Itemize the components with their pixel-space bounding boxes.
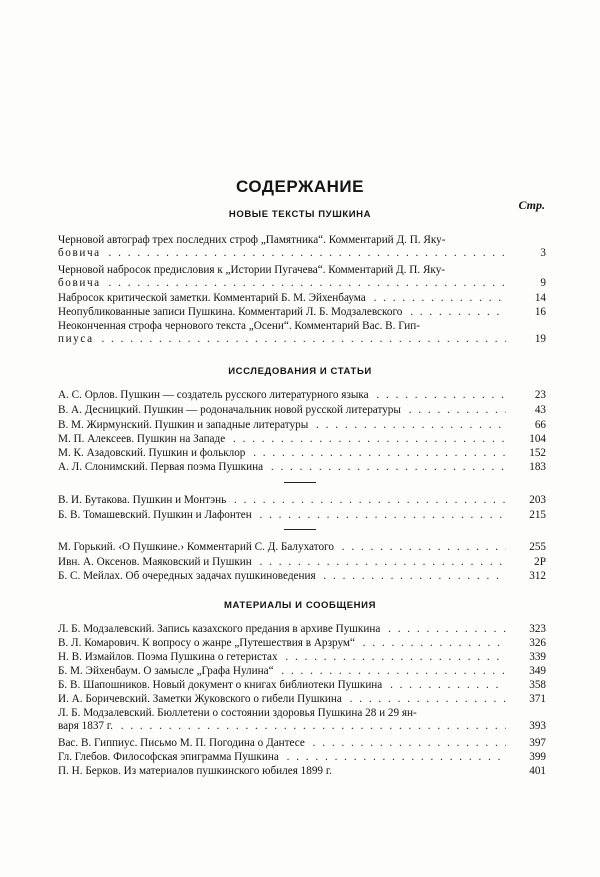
toc-entry[interactable]: Л. Б. Модзалевский. Бюллетени о состоянии здоровья Пушкина 28 и 29 ян- варя 1837 г. . . . 393 [58, 707, 546, 733]
toc-page-number: 399 [508, 751, 546, 764]
toc-page-number: 393 [508, 720, 546, 733]
toc-entry[interactable]: И. А. Боричевский. Заметки Жуковского о гибели Пушкина . . . 371 [58, 693, 546, 706]
toc-page-number: 14 [508, 292, 546, 305]
toc-entry[interactable]: Б. М. Эйхенбаум. О замысле „Графа Нулина“ . . . 349 [58, 665, 546, 678]
toc-entry[interactable]: Гл. Глебов. Философская эпиграмма Пушкина . . . 399 [58, 751, 546, 764]
toc-page-number: 19 [508, 333, 546, 346]
toc-page-number: 255 [508, 541, 546, 554]
toc-entry[interactable]: Черновой набросок предисловия к „Истории Пугачева“. Комментарий Д. П. Яку- бовича . . . 9 [58, 264, 546, 290]
toc-page-number: 183 [508, 461, 546, 474]
toc-entry[interactable]: Б. В. Шапошников. Новый документ о книгах библиотеки Пушкина . . . 358 [58, 679, 546, 692]
toc-entry[interactable]: Вас. В. Гиппиус. Письмо М. П. Погодина о Дантесе . . . 397 [58, 737, 546, 750]
toc-entry[interactable]: Л. Б. Модзалевский. Запись казахского предания в архиве Пушкина . . . 323 [58, 623, 546, 636]
toc-entry[interactable]: А. С. Орлов. Пушкин — создатель русского литературного языка . . . 23 [58, 389, 546, 402]
toc-entry[interactable]: В. М. Жирмунский. Пушкин и западные литературы . . . 66 [58, 419, 546, 432]
toc-entry[interactable]: Ивн. А. Оксенов. Маяковский и Пушкин . . . 2P [58, 556, 546, 569]
toc-page-number: 23 [508, 389, 546, 402]
toc-page-number: 215 [508, 509, 546, 522]
toc-entry[interactable]: А. Л. Слонимский. Первая поэма Пушкина . . . 183 [58, 461, 546, 474]
toc-page-number: 16 [508, 306, 546, 319]
toc-page-number: 43 [508, 404, 546, 417]
toc-entry[interactable]: Набросок критической заметки. Комментарий Б. М. Эйхенбаума . . . 14 [58, 292, 546, 305]
toc-page-number: 3 [508, 247, 546, 260]
toc-entry[interactable]: М. П. Алексеев. Пушкин на Западе . . . 104 [58, 433, 546, 446]
toc-page-number: 326 [508, 637, 546, 650]
toc-page-number: 66 [508, 419, 546, 432]
toc-entry[interactable]: Черновой автограф трех последних строф „Памятника“. Комментарий Д. П. Яку- бовича . . . 3 [58, 234, 546, 260]
page-title: СОДЕРЖАНИЕ [236, 177, 364, 196]
section-heading-research: ИССЛЕДОВАНИЯ И СТАТЬИ [228, 366, 372, 377]
section-heading-materials: МАТЕРИАЛЫ И СООБЩЕНИЯ [223, 600, 377, 611]
toc-entry[interactable]: Б. С. Мейлах. Об очередных задачах пушкиноведения . . . 312 [58, 570, 546, 583]
toc-page-number: 358 [508, 679, 546, 692]
toc-page-number: 401 [508, 765, 546, 778]
toc-entry[interactable]: Н. В. Измайлов. Поэма Пушкина о гетеристах . . . 339 [58, 651, 546, 664]
separator-rule [284, 482, 316, 483]
page-column-label: Стр. [518, 198, 545, 212]
toc-entry[interactable]: М. Горький. ‹О Пушкине.› Комментарий С. Д. Балухатого . . . 255 [58, 541, 546, 554]
toc-page-number: 104 [508, 433, 546, 446]
toc-page-number: 397 [508, 737, 546, 750]
toc-entry[interactable]: Неопубликованные записи Пушкина. Комментарий Л. Б. Модзалевского . . . 16 [58, 306, 546, 319]
toc-page-number: 339 [508, 651, 546, 664]
toc-page-number: 2P [508, 556, 546, 569]
toc-entry[interactable]: В. Л. Комарович. К вопросу о жанре „Путешествия в Арзрум“ . . . 326 [58, 637, 546, 650]
toc-page-number: 203 [508, 494, 546, 507]
toc-page-number: 312 [508, 570, 546, 583]
toc-entry[interactable]: М. К. Азадовский. Пушкин и фольклор . . . 152 [58, 447, 546, 460]
toc-page-number: 323 [508, 623, 546, 636]
toc-entry[interactable]: П. Н. Берков. Из материалов пушкинского юбилея 1899 г. 401 [58, 765, 546, 777]
section-heading-new-texts: НОВЫЕ ТЕКСТЫ ПУШКИНА [228, 209, 372, 220]
toc-page-number: 371 [508, 693, 546, 706]
separator-rule [284, 529, 316, 530]
toc-page-number: 152 [508, 447, 546, 460]
toc-entry[interactable]: В. И. Бутакова. Пушкин и Монтэнь . . . 203 [58, 494, 546, 507]
toc-page-number: 9 [508, 277, 546, 290]
toc-entry[interactable]: Б. В. Томашевский. Пушкин и Лафонтен . . . 215 [58, 509, 546, 522]
toc-entry[interactable]: Неоконченная строфа чернового текста „Осени“. Комментарий Вас. В. Гип- пиуса . . . 19 [58, 320, 546, 346]
toc-entry[interactable]: В. А. Десницкий. Пушкин — родоначальник новой русской литературы . . . 43 [58, 404, 546, 417]
toc-page-number: 349 [508, 665, 546, 678]
